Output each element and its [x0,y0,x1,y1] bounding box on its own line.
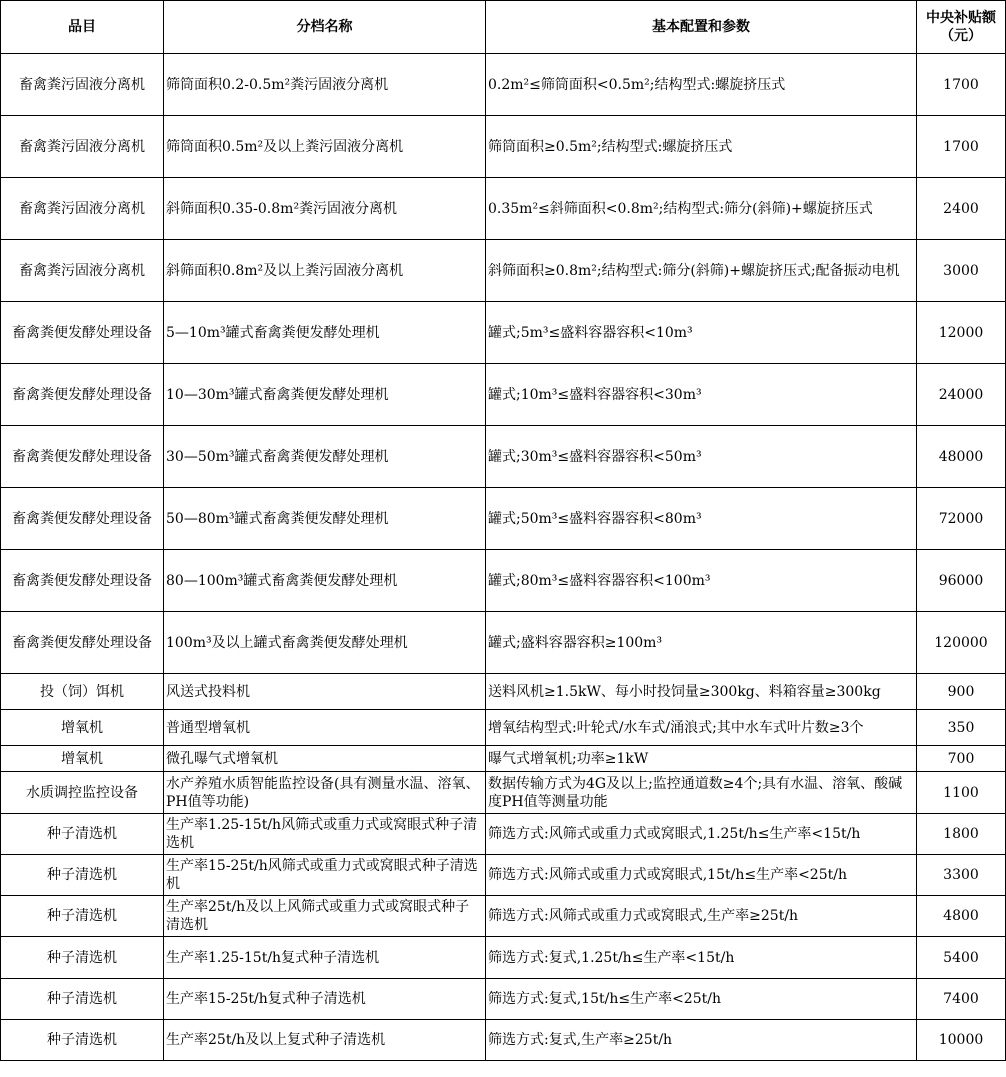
cell-tier-name: 生产率15-25t/h复式种子清选机 [164,979,486,1020]
cell-category: 种子清选机 [1,814,164,855]
cell-category: 投（饲）饵机 [1,674,164,710]
table-row [1,710,1006,746]
cell-amount: 12000 [917,302,1006,364]
cell-category: 种子清选机 [1,979,164,1020]
table-row [1,1020,1006,1061]
cell-config: 增氧结构型式:叶轮式/水车式/涌浪式;其中水车式叶片数≥3个 [486,710,917,746]
cell-category: 畜禽粪污固液分离机 [1,178,164,240]
table-row [1,364,1006,426]
cell-amount: 7400 [917,979,1006,1020]
cell-category: 种子清选机 [1,1020,164,1061]
cell-amount: 10000 [917,1020,1006,1061]
cell-config: 筛选方式:复式,生产率≥25t/h [486,1020,917,1061]
cell-tier-name: 普通型增氧机 [164,710,486,746]
cell-tier-name: 10—30m³罐式畜禽粪便发酵处理机 [164,364,486,426]
cell-amount: 48000 [917,426,1006,488]
cell-config: 罐式;10m³≤盛料容器容积<30m³ [486,364,917,426]
cell-config: 罐式;30m³≤盛料容器容积<50m³ [486,426,917,488]
cell-config: 曝气式增氧机;功率≥1kW [486,746,917,772]
table-row [1,612,1006,674]
cell-category: 种子清选机 [1,896,164,937]
cell-amount: 900 [917,674,1006,710]
table-row [1,814,1006,855]
header-row [1,1,1006,54]
cell-config: 0.2m²≤筛筒面积<0.5m²;结构型式:螺旋挤压式 [486,54,917,116]
table-row [1,426,1006,488]
cell-amount: 96000 [917,550,1006,612]
cell-category: 畜禽粪便发酵处理设备 [1,550,164,612]
cell-tier-name: 微孔曝气式增氧机 [164,746,486,772]
header-tier-name: 分档名称 [164,1,486,54]
cell-tier-name: 生产率1.25-15t/h复式种子清选机 [164,937,486,979]
table-row [1,979,1006,1020]
cell-amount: 350 [917,710,1006,746]
table-row [1,550,1006,612]
cell-amount: 5400 [917,937,1006,979]
table-row [1,772,1006,814]
cell-amount: 2400 [917,178,1006,240]
cell-tier-name: 30—50m³罐式畜禽粪便发酵处理机 [164,426,486,488]
header-subsidy-amount: 中央补贴额（元） [917,1,1006,54]
cell-config: 筛选方式:风筛式或重力式或窝眼式,15t/h≤生产率<25t/h [486,855,917,896]
table-row [1,302,1006,364]
cell-category: 畜禽粪污固液分离机 [1,54,164,116]
cell-amount: 120000 [917,612,1006,674]
cell-tier-name: 生产率1.25-15t/h风筛式或重力式或窝眼式种子清选机 [164,814,486,855]
cell-category: 种子清选机 [1,937,164,979]
cell-config: 筛选方式:风筛式或重力式或窝眼式,生产率≥25t/h [486,896,917,937]
cell-amount: 1700 [917,54,1006,116]
cell-category: 畜禽粪便发酵处理设备 [1,426,164,488]
cell-config: 筛选方式:复式,1.25t/h≤生产率<15t/h [486,937,917,979]
cell-category: 畜禽粪便发酵处理设备 [1,302,164,364]
cell-config: 送料风机≥1.5kW、每小时投饲量≥300kg、料箱容量≥300kg [486,674,917,710]
cell-category: 种子清选机 [1,855,164,896]
table-row [1,116,1006,178]
cell-amount: 700 [917,746,1006,772]
cell-amount: 72000 [917,488,1006,550]
cell-tier-name: 生产率25t/h及以上复式种子清选机 [164,1020,486,1061]
cell-config: 罐式;80m³≤盛料容器容积<100m³ [486,550,917,612]
cell-config: 0.35m²≤斜筛面积<0.8m²;结构型式:筛分(斜筛)+螺旋挤压式 [486,178,917,240]
cell-amount: 1800 [917,814,1006,855]
table-row [1,54,1006,116]
cell-category: 水质调控监控设备 [1,772,164,814]
cell-tier-name: 50—80m³罐式畜禽粪便发酵处理机 [164,488,486,550]
cell-category: 增氧机 [1,710,164,746]
cell-category: 畜禽粪便发酵处理设备 [1,488,164,550]
cell-config: 罐式;5m³≤盛料容器容积<10m³ [486,302,917,364]
cell-tier-name: 水产养殖水质智能监控设备(具有测量水温、溶氧、PH值等功能) [164,772,486,814]
cell-category: 畜禽粪便发酵处理设备 [1,612,164,674]
header-config-params: 基本配置和参数 [486,1,917,54]
cell-category: 畜禽粪便发酵处理设备 [1,364,164,426]
cell-tier-name: 风送式投料机 [164,674,486,710]
cell-tier-name: 斜筛面积0.8m²及以上粪污固液分离机 [164,240,486,302]
cell-config: 筛选方式:风筛式或重力式或窝眼式,1.25t/h≤生产率<15t/h [486,814,917,855]
table-row [1,896,1006,937]
table-row [1,674,1006,710]
cell-amount: 1700 [917,116,1006,178]
cell-tier-name: 筛筒面积0.5m²及以上粪污固液分离机 [164,116,486,178]
cell-tier-name: 80—100m³罐式畜禽粪便发酵处理机 [164,550,486,612]
cell-config: 数据传输方式为4G及以上;监控通道数≥4个;具有水温、溶氧、酸碱度PH值等测量功能 [486,772,917,814]
cell-config: 筛筒面积≥0.5m²;结构型式:螺旋挤压式 [486,116,917,178]
cell-category: 畜禽粪污固液分离机 [1,116,164,178]
cell-config: 筛选方式:复式,15t/h≤生产率<25t/h [486,979,917,1020]
table-row [1,746,1006,772]
cell-tier-name: 斜筛面积0.35-0.8m²粪污固液分离机 [164,178,486,240]
cell-tier-name: 5—10m³罐式畜禽粪便发酵处理机 [164,302,486,364]
cell-config: 罐式;盛料容器容积≥100m³ [486,612,917,674]
cell-category: 增氧机 [1,746,164,772]
cell-amount: 3000 [917,240,1006,302]
cell-amount: 3300 [917,855,1006,896]
cell-amount: 1100 [917,772,1006,814]
table-row [1,855,1006,896]
cell-config: 斜筛面积≥0.8m²;结构型式:筛分(斜筛)+螺旋挤压式;配备振动电机 [486,240,917,302]
table-row [1,937,1006,979]
cell-amount: 24000 [917,364,1006,426]
header-category: 品目 [1,1,164,54]
cell-tier-name: 生产率25t/h及以上风筛式或重力式或窝眼式种子清选机 [164,896,486,937]
cell-category: 畜禽粪污固液分离机 [1,240,164,302]
cell-amount: 4800 [917,896,1006,937]
table-row [1,488,1006,550]
table-row [1,178,1006,240]
cell-tier-name: 100m³及以上罐式畜禽粪便发酵处理机 [164,612,486,674]
cell-config: 罐式;50m³≤盛料容器容积<80m³ [486,488,917,550]
cell-tier-name: 生产率15-25t/h风筛式或重力式或窝眼式种子清选机 [164,855,486,896]
cell-tier-name: 筛筒面积0.2-0.5m²粪污固液分离机 [164,54,486,116]
table-row [1,240,1006,302]
